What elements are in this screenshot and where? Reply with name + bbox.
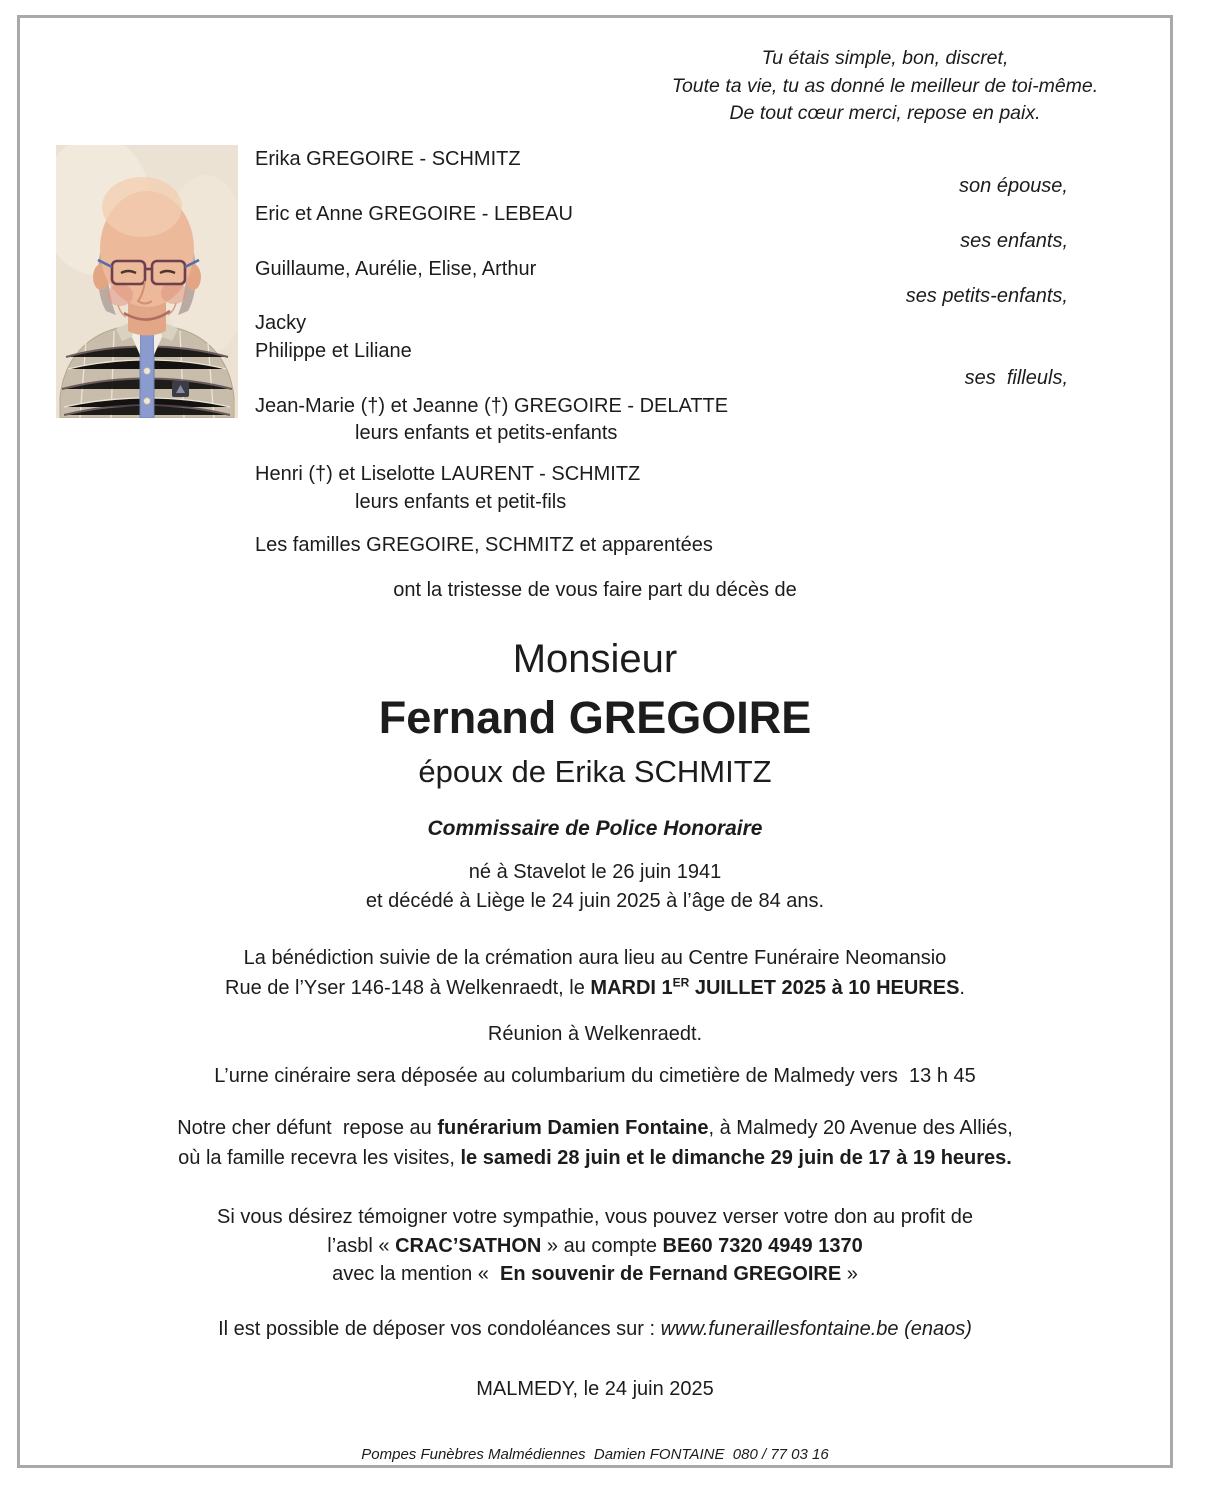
family-line-names: Jacky: [255, 312, 307, 335]
family-line-names: Erika GREGOIRE - SCHMITZ: [255, 148, 521, 170]
deceased-name: Fernand GREGOIRE: [378, 692, 812, 743]
quote-line-1: Tu étais simple, bon, discret,: [761, 47, 1009, 69]
condolences-website: www.funeraillesfontaine.be (enaos): [660, 1318, 972, 1340]
ceremony-address: Rue de l’Yser 146-148 à Welkenraedt, le: [225, 977, 591, 999]
donation-mention-intro: avec la mention «: [332, 1263, 500, 1285]
visits-intro: Notre cher défunt repose au: [177, 1117, 438, 1139]
family-line-families: Les familles GREGOIRE, SCHMITZ et apparentées: [255, 534, 713, 557]
ceremony-period: .: [959, 977, 965, 999]
ceremony-block: [20, 943, 1170, 1003]
birth-line: né à Stavelot le 26 juin 1941: [468, 861, 722, 883]
memorial-quote: [655, 45, 1115, 128]
donation-org-intro: l’asbl «: [327, 1234, 396, 1257]
funeral-home-address: , à Malmedy 20 Avenue des Alliés,: [708, 1117, 1013, 1139]
funeral-home-footer: Pompes Funèbres Malmédiennes Damien FONTAINE 080 / 77 03 16: [361, 1446, 829, 1463]
donation-line-3: [20, 1260, 1170, 1289]
family-list: [20, 146, 1170, 604]
family-line-names: Philippe et Liliane: [255, 339, 412, 362]
quote-line-3: De tout cœur merci, repose en paix.: [729, 102, 1041, 124]
ceremony-line-1: La bénédiction suivie de la crémation aura lieu au Centre Funéraire Neomansio: [243, 947, 947, 969]
closing-date-line: MALMEDY, le 24 juin 2025: [476, 1378, 714, 1400]
donation-line-2: [20, 1232, 1170, 1261]
ceremony-date-ordinal: ER: [672, 975, 690, 990]
family-line-relation: ses filleuls,: [964, 367, 1068, 390]
announcement-line: ont la tristesse de vous faire part du décès de: [393, 578, 797, 601]
quote-line-2: Toute ta vie, tu as donné le meilleur de toi-même.: [671, 74, 1099, 97]
family-line-relation: ses enfants,: [960, 230, 1068, 253]
visits-line-2: [20, 1143, 1170, 1173]
donation-account-number: BE60 7320 4949 1370: [662, 1234, 863, 1257]
family-line-descendants: leurs enfants et petits-enfants: [355, 422, 618, 445]
funeral-home-name: funérarium Damien Fontaine: [437, 1117, 709, 1139]
family-line-relation: ses petits-enfants,: [905, 285, 1068, 308]
deceased-spouse-line: époux de Erika SCHMITZ: [418, 754, 772, 789]
visits-block: [20, 1113, 1170, 1173]
family-line-names: Eric et Anne GREGOIRE - LEBEAU: [255, 202, 573, 225]
donation-org-name: CRAC’SATHON: [395, 1234, 542, 1257]
donation-mention-close: »: [841, 1263, 858, 1285]
donation-line-1: Si vous désirez témoigner votre sympathie, vous pouvez verser votre don au profit de: [217, 1206, 973, 1228]
family-line-names: Guillaume, Aurélie, Elise, Arthur: [255, 257, 537, 280]
family-line-names: Jean-Marie (†) et Jeanne (†) GREGOIRE - DELATTE: [255, 394, 729, 417]
ceremony-line-2: [20, 973, 1170, 1003]
birth-death-block: [20, 858, 1170, 916]
condolences-intro: Il est possible de déposer vos condoléances sur :: [218, 1318, 661, 1340]
obituary-card: [17, 15, 1173, 1468]
ceremony-date: MARDI 1: [590, 977, 673, 999]
honorific-title: Commissaire de Police Honoraire: [427, 817, 763, 840]
family-line-relation: son épouse,: [959, 175, 1068, 198]
visits-line-1: [20, 1113, 1170, 1143]
visits-schedule-intro: où la famille recevra les visites,: [178, 1147, 461, 1169]
donation-mention: En souvenir de Fernand GREGOIRE: [500, 1263, 842, 1285]
reunion-line: Réunion à Welkenraedt.: [487, 1023, 703, 1045]
condolences-line: [20, 1315, 1170, 1344]
deceased-block: [20, 630, 1170, 796]
donation-account-intro: » au compte: [541, 1234, 663, 1257]
visits-schedule: le samedi 28 juin et le dimanche 29 juin de 17 à 19 heures.: [460, 1147, 1012, 1169]
family-line-descendants: leurs enfants et petit-fils: [355, 490, 567, 513]
family-line-names: Henri (†) et Liselotte LAURENT - SCHMITZ: [255, 463, 641, 486]
ceremony-date-time: JUILLET 2025 à 10 HEURES: [689, 977, 960, 999]
urn-line: L’urne cinéraire sera déposée au columbarium du cimetière de Malmedy vers 13 h 45: [214, 1065, 976, 1087]
donation-block: [20, 1203, 1170, 1289]
deceased-salutation: Monsieur: [512, 637, 678, 681]
death-line: et décédé à Liège le 24 juin 2025 à l’âge de 84 ans.: [365, 890, 825, 912]
